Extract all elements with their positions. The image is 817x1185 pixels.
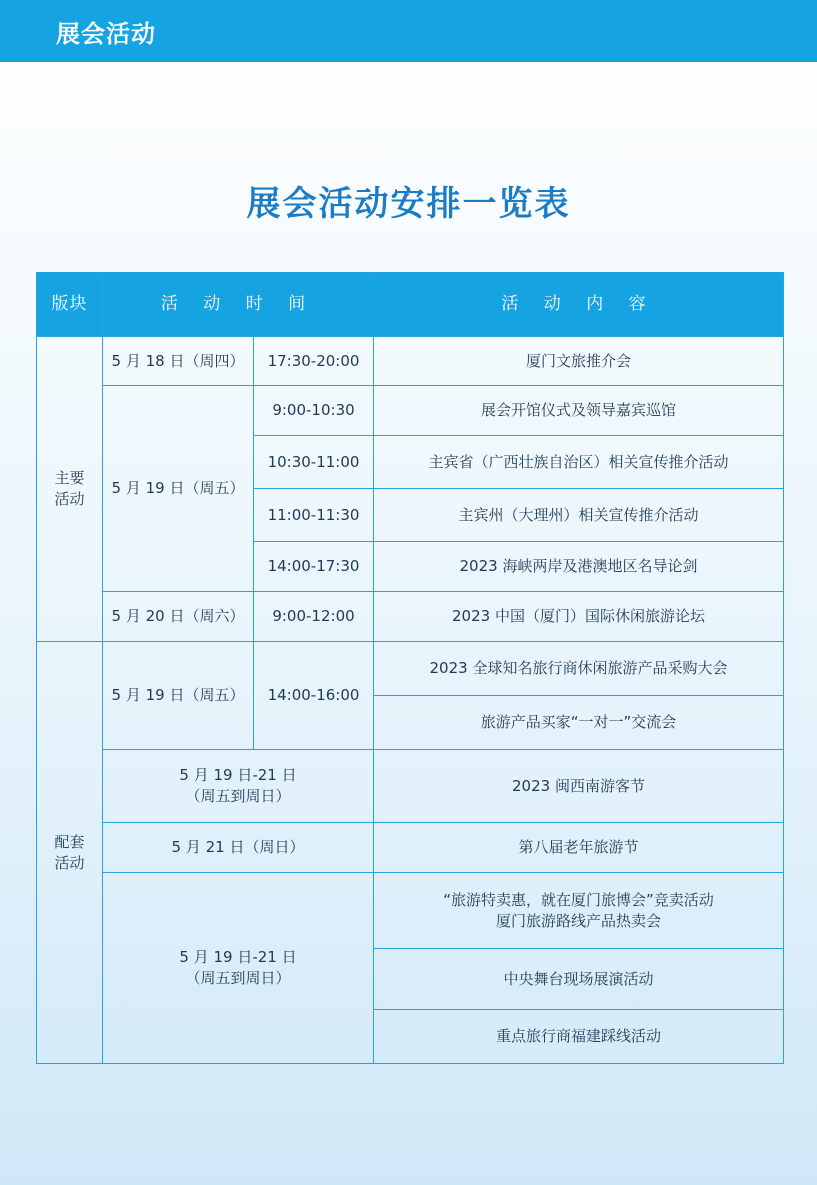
section-supporting xyxy=(37,642,103,1064)
content-cell xyxy=(374,873,784,949)
content-cell: 第八届老年旅游节 xyxy=(374,823,784,873)
content-cell: 旅游产品买家“一对一”交流会 xyxy=(374,696,784,750)
date-cell xyxy=(103,750,374,823)
header-title: 展会活动 xyxy=(56,20,156,48)
content-cell: 主宾州（大理州）相关宣传推介活动 xyxy=(374,489,784,542)
date-cell: 5 月 20 日（周六） xyxy=(103,592,254,642)
table-row xyxy=(37,386,784,436)
date-cell: 5 月 19 日（周五） xyxy=(103,386,254,592)
content-cell: 重点旅行商福建踩线活动 xyxy=(374,1010,784,1064)
content-cell: 中央舞台现场展演活动 xyxy=(374,949,784,1010)
time-cell: 11:00-11:30 xyxy=(254,489,374,542)
time-cell: 9:00-12:00 xyxy=(254,592,374,642)
date-cell: 5 月 18 日（周四） xyxy=(103,337,254,386)
date-text: 5 月 19 日-21 日 （周五到周日） xyxy=(179,948,297,987)
content-cell: 2023 闽西南游客节 xyxy=(374,750,784,823)
schedule-table xyxy=(36,272,784,1064)
content-cell: 2023 中国（厦门）国际休闲旅游论坛 xyxy=(374,592,784,642)
content-text: “旅游特卖惠，就在厦门旅博会”竞卖活动 厦门旅游路线产品热卖会 xyxy=(443,890,714,930)
date-cell: 5 月 21 日（周日） xyxy=(103,823,374,873)
content-cell: 主宾省（广西壮族自治区）相关宣传推介活动 xyxy=(374,436,784,489)
table-row xyxy=(37,750,784,823)
content-cell: 2023 全球知名旅行商休闲旅游产品采购大会 xyxy=(374,642,784,696)
content-cell: 2023 海峡两岸及港澳地区名导论剑 xyxy=(374,542,784,592)
content-cell: 厦门文旅推介会 xyxy=(374,337,784,386)
table-row xyxy=(37,337,784,386)
date-cell: 5 月 19 日（周五） xyxy=(103,642,254,750)
column-header-content: 活 动 内 容 xyxy=(374,273,784,337)
time-cell: 10:30-11:00 xyxy=(254,436,374,489)
table-row xyxy=(37,823,784,873)
section-main xyxy=(37,337,103,642)
table-row xyxy=(37,592,784,642)
column-header-time: 活 动 时 间 xyxy=(103,273,374,337)
header-bar xyxy=(0,0,817,62)
table-row xyxy=(37,873,784,949)
date-cell xyxy=(103,873,374,1064)
page-title: 展会活动安排一览表 xyxy=(246,184,571,224)
table-row xyxy=(37,642,784,696)
time-cell: 14:00-16:00 xyxy=(254,642,374,750)
column-header-section: 版块 xyxy=(37,273,103,337)
table-header-row xyxy=(37,273,784,337)
section-main-label: 主要 活动 xyxy=(54,469,85,508)
time-cell: 14:00-17:30 xyxy=(254,542,374,592)
content-cell: 展会开馆仪式及领导嘉宾巡馆 xyxy=(374,386,784,436)
time-cell: 9:00-10:30 xyxy=(254,386,374,436)
time-cell: 17:30-20:00 xyxy=(254,337,374,386)
date-text: 5 月 19 日-21 日 （周五到周日） xyxy=(179,766,297,805)
section-supporting-label: 配套 活动 xyxy=(54,832,85,872)
